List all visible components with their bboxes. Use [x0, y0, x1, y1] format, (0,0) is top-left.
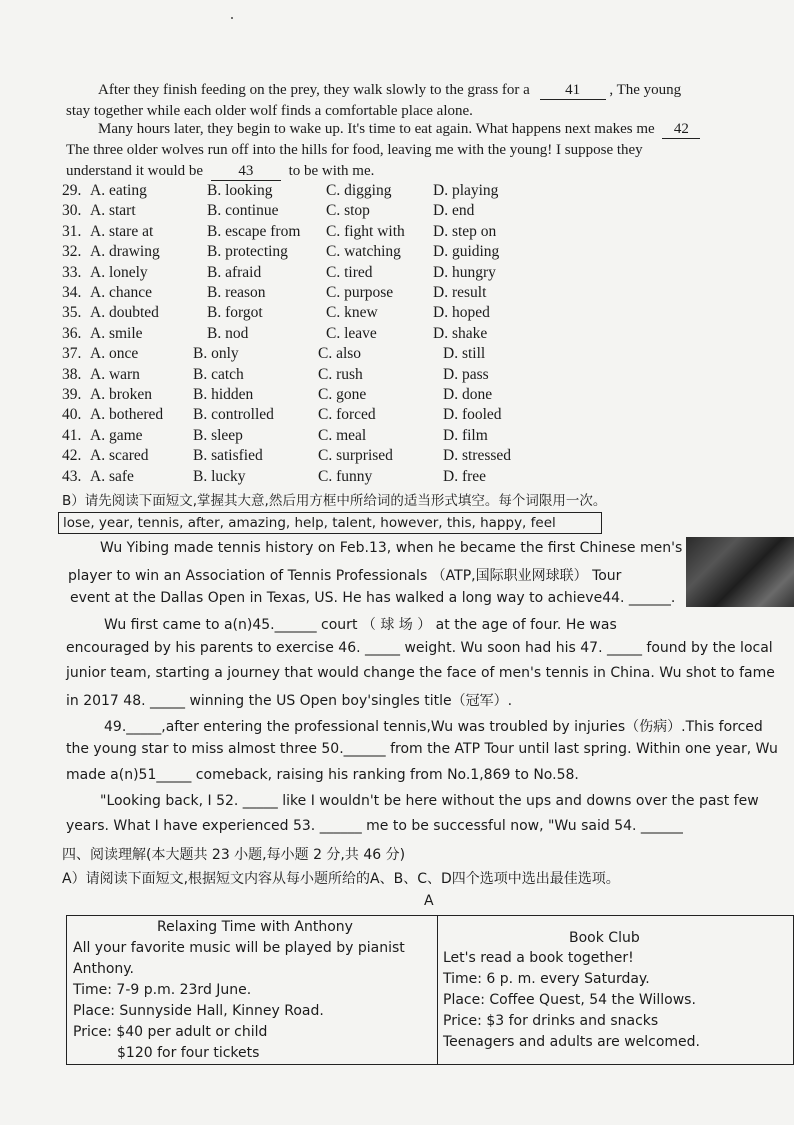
ad-right-title: Book Club: [569, 930, 640, 946]
passage1-text: , The young: [609, 82, 682, 98]
passage2-line: player to win an Association of Tennis Professionals （ATP,国际职业网球联） Tour: [68, 568, 622, 584]
scan-speck: [231, 17, 233, 19]
option-b: B. nod: [207, 324, 249, 342]
passage1-text: After they finish feeding on the prey, they walk slowly to the grass for a: [98, 82, 530, 98]
passage1-line-1: [98, 82, 681, 100]
option-d: D. pass: [443, 365, 489, 383]
blank-42: 42: [662, 121, 700, 139]
option-b: B. forgot: [207, 304, 263, 322]
ad-left-price2: $120 for four tickets: [117, 1045, 260, 1061]
passage2-line: years. What I have experienced 53. ______ me to be successful now, "Wu said 54. ______: [66, 818, 683, 834]
word-box: lose, year, tennis, after, amazing, help, talent, however, this, happy, feel: [58, 512, 602, 534]
ad-left-price: Price: $40 per adult or child: [73, 1024, 268, 1040]
question-number: 33.: [62, 263, 82, 281]
ad-right-line: Let's read a book together!: [443, 950, 634, 966]
option-a: A. safe: [90, 467, 134, 485]
option-b: B. afraid: [207, 263, 262, 281]
passage1-line-4: The three older wolves run off into the hills for food, leaving me with the young! I suppose they: [66, 142, 643, 158]
question-number: 38.: [62, 365, 82, 383]
option-c: C. funny: [318, 467, 373, 485]
question-number: 39.: [62, 386, 82, 403]
question-number: 31.: [62, 222, 82, 240]
option-c: C. tired: [326, 263, 373, 281]
passage2-line: made a(n)51_____ comeback, raising his ranking from No.1,869 to No.58.: [66, 767, 579, 783]
option-a: A. eating: [90, 182, 147, 199]
passage-letter: A: [424, 893, 434, 909]
passage2-line: in 2017 48. _____ winning the US Open boy'singles title（冠军）.: [66, 693, 513, 709]
question-number: 40.: [62, 406, 82, 424]
section4-heading: 四、阅读理解(本大题共 23 小题,每小题 2 分,共 46 分): [62, 847, 406, 863]
option-d: D. done: [443, 386, 493, 403]
passage2-line: junior team, starting a journey that would change the face of men's tennis in China. Wu shot to fame: [66, 665, 775, 681]
passage2-line: encouraged by his parents to exercise 46. _____ weight. Wu soon had his 47. _____ found by the local: [66, 640, 773, 656]
question-number: 42.: [62, 447, 82, 465]
option-d: D. still: [443, 345, 486, 363]
option-c: C. gone: [318, 386, 367, 403]
option-a: A. warn: [90, 365, 140, 383]
option-c: C. meal: [318, 426, 367, 444]
question-number: 32.: [62, 243, 82, 261]
option-a: A. lonely: [90, 263, 148, 281]
passage2-line: Wu first came to a(n)45.______ court （ 球 场 ） at the age of four. He was: [104, 617, 617, 633]
option-d: D. result: [433, 284, 487, 301]
option-a: A. start: [90, 202, 136, 220]
ad-left-line: Anthony.: [73, 961, 134, 977]
passage2-line: event at the Dallas Open in Texas, US. He has walked a long way to achieve44. ______.: [70, 590, 676, 606]
option-c: C. leave: [326, 324, 377, 342]
passage1-line-5: [66, 163, 374, 181]
ads-table: [66, 915, 794, 1065]
option-a: A. once: [90, 345, 139, 363]
ad-right-price: Price: $3 for drinks and snacks: [443, 1013, 659, 1029]
option-b: B. protecting: [207, 243, 288, 261]
passage1-text: to be with me.: [288, 163, 375, 179]
option-a: A. broken: [90, 386, 152, 403]
option-a: A. drawing: [90, 243, 160, 261]
passage1-line-2: stay together while each older wolf finds a comfortable place alone.: [66, 103, 473, 119]
option-c: C. digging: [326, 182, 392, 199]
option-d: D. fooled: [443, 406, 502, 424]
option-c: C. fight with: [326, 222, 405, 240]
option-b: B. hidden: [193, 386, 254, 403]
option-a: A. smile: [90, 324, 143, 342]
ad-left-title: Relaxing Time with Anthony: [157, 919, 353, 935]
ad-left-line: All your favorite music will be played by pianist: [73, 940, 405, 956]
question-number: 30.: [62, 202, 82, 220]
option-c: C. rush: [318, 365, 363, 383]
option-a: A. doubted: [90, 304, 159, 322]
option-a: A. game: [90, 426, 143, 444]
option-d: D. step on: [433, 222, 497, 240]
option-c: C. knew: [326, 304, 378, 322]
option-c: C. watching: [326, 243, 401, 261]
option-a: A. bothered: [90, 406, 164, 424]
option-d: D. hoped: [433, 304, 490, 322]
blank-41: 41: [540, 82, 606, 100]
question-number: 36.: [62, 324, 82, 342]
option-d: D. end: [433, 202, 475, 220]
question-number: 37.: [62, 345, 82, 363]
option-d: D. shake: [433, 324, 488, 342]
passage1-text: understand it would be: [66, 163, 204, 179]
question-number: 35.: [62, 304, 82, 322]
tennis-player-photo: [686, 537, 794, 607]
option-b: B. looking: [207, 182, 273, 199]
option-b: B. lucky: [193, 467, 246, 485]
option-a: A. chance: [90, 284, 152, 301]
option-b: B. only: [193, 345, 239, 363]
option-d: D. stressed: [443, 447, 512, 465]
question-number: 41.: [62, 426, 82, 444]
option-c: C. also: [318, 345, 362, 363]
option-b: B. satisfied: [193, 447, 263, 465]
option-c: C. purpose: [326, 284, 394, 301]
passage1-text: Many hours later, they begin to wake up. It's time to eat again. What happens next makes me: [98, 121, 655, 137]
passage1-line-3: [98, 121, 700, 139]
option-c: C. surprised: [318, 447, 393, 465]
option-b: B. continue: [207, 202, 279, 220]
question-number: 29.: [62, 182, 82, 199]
passage2-line: the young star to miss almost three 50.______ from the ATP Tour until last spring. Within one year, Wu: [66, 741, 778, 757]
question-number: 43.: [62, 467, 82, 485]
ad-right-time: Time: 6 p. m. every Saturday.: [443, 971, 650, 987]
ad-left-place: Place: Sunnyside Hall, Kinney Road.: [73, 1003, 324, 1019]
section-b-instruction: B）请先阅读下面短文,掌握其大意,然后用方框中所给词的适当形式填空。每个词限用一次。: [62, 493, 607, 509]
option-d: D. guiding: [433, 243, 500, 261]
table-divider: [437, 916, 438, 1064]
option-c: C. stop: [326, 202, 370, 220]
ad-right-note: Teenagers and adults are welcomed.: [443, 1034, 700, 1050]
option-a: A. stare at: [90, 222, 154, 240]
option-d: D. film: [443, 426, 488, 444]
option-b: B. reason: [207, 284, 266, 301]
blank-43: 43: [211, 163, 281, 181]
option-c: C. forced: [318, 406, 376, 424]
option-a: A. scared: [90, 447, 149, 465]
option-d: D. hungry: [433, 263, 496, 281]
ad-left-time: Time: 7-9 p.m. 23rd June.: [73, 982, 252, 998]
option-b: B. sleep: [193, 426, 243, 444]
passage2-line: 49._____,after entering the professional tennis,Wu was troubled by injuries（伤病）.This forced: [104, 719, 763, 735]
option-b: B. controlled: [193, 406, 274, 424]
passage2-line: "Looking back, I 52. _____ like I wouldn't be here without the ups and downs over the past few: [100, 793, 759, 809]
option-b: B. escape from: [207, 222, 301, 240]
section4-instruction: A）请阅读下面短文,根据短文内容从每小题所给的A、B、C、D四个选项中选出最佳选项。: [62, 871, 620, 887]
option-d: D. free: [443, 467, 487, 485]
option-b: B. catch: [193, 365, 244, 383]
ad-right-place: Place: Coffee Quest, 54 the Willows.: [443, 992, 696, 1008]
passage2-line: Wu Yibing made tennis history on Feb.13, when he became the first Chinese men's: [100, 540, 683, 556]
option-d: D. playing: [433, 182, 499, 199]
question-number: 34.: [62, 284, 82, 301]
